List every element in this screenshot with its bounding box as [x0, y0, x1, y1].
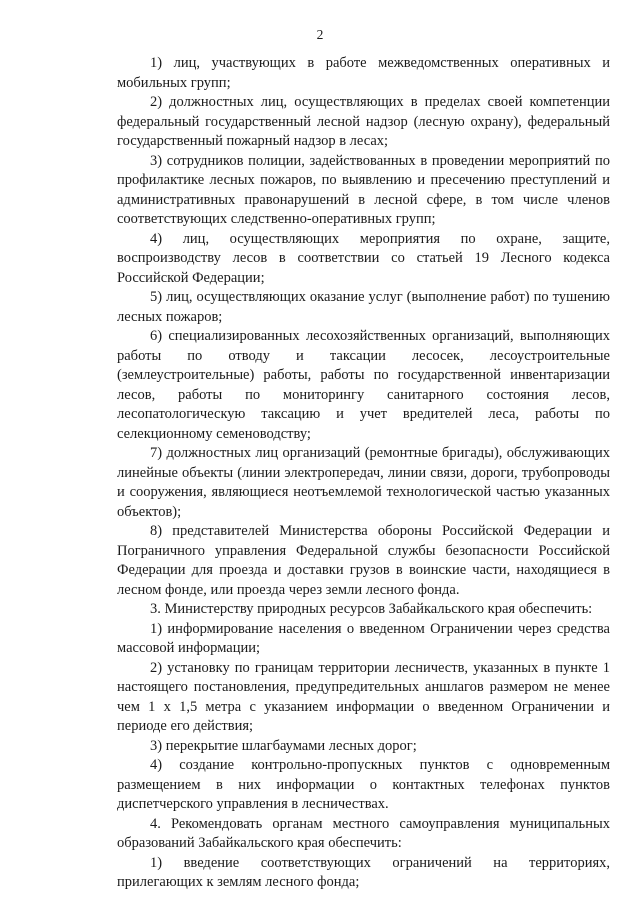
document-body	[117, 54, 610, 893]
paragraph: 3) сотрудников полиции, задействованных в проведении мероприятий по профилактике лесных пожаров, по выявлению и пресечению преступлений и административных правонарушений в лесной сфере, в том числе членов соответствующих следственно-оперативных групп;	[117, 152, 610, 227]
paragraph: 3. Министерству природных ресурсов Забайкальского края обеспечить:	[150, 601, 593, 617]
paragraph: 4) лиц, осуществляющих мероприятия по охране, защите, воспроизводству лесов в соответствии со статьей 19 Лесного кодекса Российской Федерации;	[117, 230, 610, 286]
page-number: 2	[316, 27, 324, 42]
paragraph: 2) должностных лиц, осуществляющих в пределах своей компетенции федеральный государственный лесной надзор (лесную охрану), федеральный государственный пожарный надзор в лесах;	[117, 94, 610, 149]
paragraph: 8) представителей Министерства обороны Российской Федерации и Пограничного управления Федеральной службы безопасности Российской Федерации для проезда и доставки грузов в воинские части, находящиеся в лесном фонде, или проезда через земли лесного фонда.	[117, 523, 610, 598]
paragraph: 2) установку по границам территории лесничеств, указанных в пункте 1 настоящего постановления, предупредительных аншлагов размером не менее чем 1 x 1,5 метра с указанием информации о введенном Ограничении и периоде его действия;	[117, 659, 610, 734]
paragraph: 4. Рекомендовать органам местного самоуправления муниципальных образований Забайкальского края обеспечить:	[117, 815, 610, 851]
paragraph: 3) перекрытие шлагбаумами лесных дорог;	[150, 737, 417, 754]
paragraph: 6) специализированных лесохозяйственных организаций, выполняющих работы по отводу и таксации лесосек, лесоустроительные (землеустроительные) работы, работы по государственной инвентаризации лесов, работы по мониторингу санитарного состояния лесов, лесопатологическую таксацию и учет вредителей леса, работы по селекционному семеноводству;	[117, 328, 610, 442]
paragraph: 7) должностных лиц организаций (ремонтные бригады), обслуживающих линейные объекты (линии электропередач, линии связи, дороги, трубопроводы и сооружения, являющиеся неотъемлемой технологической частью указанных объектов);	[117, 445, 610, 520]
paragraph: 5) лиц, осуществляющих оказание услуг (выполнение работ) по тушению лесных пожаров;	[117, 289, 610, 325]
paragraph: 1) информирование населения о введенном Ограничении через средства массовой информации;	[117, 620, 610, 656]
paragraph: 1) введение соответствующих ограничений на территориях, прилегающих к землям лесного фонда;	[117, 854, 610, 890]
paragraph: 4) создание контрольно-пропускных пунктов с одновременным размещением в них информации о контактных телефонах пунктов диспетчерского управления в лесничествах.	[117, 757, 610, 812]
paragraph: 1) лиц, участвующих в работе межведомственных оперативных и мобильных групп;	[117, 55, 610, 91]
